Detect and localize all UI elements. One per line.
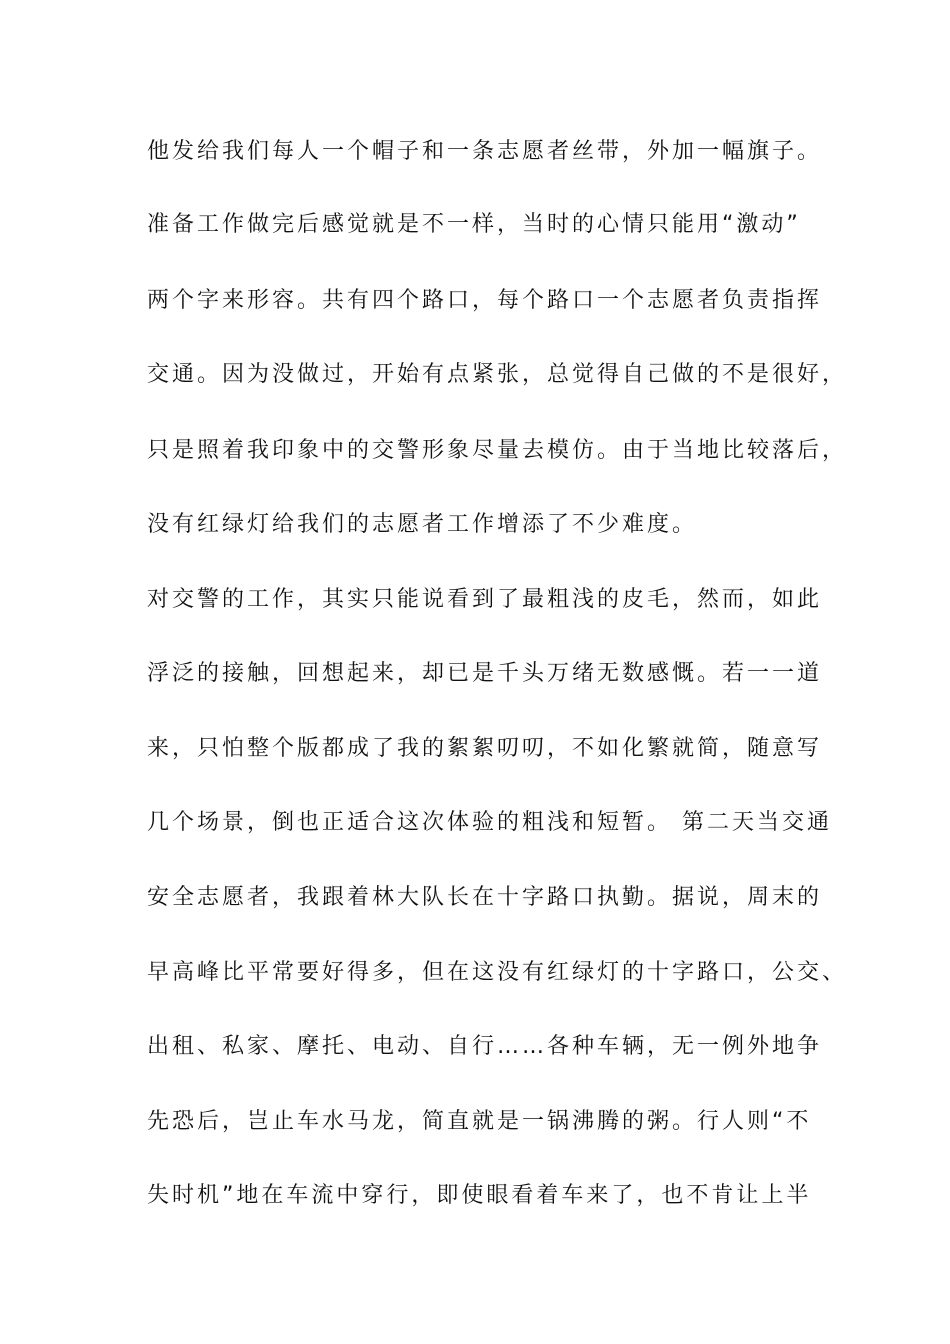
text-line: 没有红绿灯给我们的志愿者工作增添了不少难度。 bbox=[147, 512, 698, 537]
text-line: 准备工作做完后感觉就是不一样，当时的心情只能用“激动” bbox=[147, 212, 801, 237]
text-line: 只是照着我印象中的交警形象尽量去模仿。由于当地比较落后， bbox=[147, 438, 848, 463]
text-line: 安全志愿者，我跟着林大队长在十字路口执勤。据说，周末的 bbox=[147, 885, 823, 910]
text-line: 早高峰比平常要好得多，但在这没有红绿灯的十字路口，公交、 bbox=[147, 960, 848, 985]
text-line: 来，只怕整个版都成了我的絮絮叨叨，不如化繁就简，随意写 bbox=[147, 736, 823, 761]
text-line: 失时机”地在车流中穿行，即使眼看着车来了，也不肯让上半 bbox=[147, 1183, 812, 1208]
text-line: 交通。因为没做过，开始有点紧张，总觉得自己做的不是很好， bbox=[147, 362, 848, 387]
text-line: 几个场景，倒也正适合这次体验的粗浅和短暂。 第二天当交通 bbox=[147, 810, 832, 835]
text-line: 两个字来形容。共有四个路口，每个路口一个志愿者负责指挥 bbox=[147, 288, 823, 313]
text-line: 对交警的工作，其实只能说看到了最粗浅的皮毛，然而，如此 bbox=[147, 587, 823, 612]
text-line: 浮泛的接触，回想起来，却已是千头万绪无数感慨。若一一道 bbox=[147, 661, 823, 686]
text-line: 他发给我们每人一个帽子和一条志愿者丝带，外加一幅旗子。 bbox=[147, 139, 823, 164]
text-line: 先恐后，岂止车水马龙，简直就是一锅沸腾的粥。行人则“不 bbox=[147, 1109, 812, 1134]
text-line: 出租、私家、摩托、电动、自行……各种车辆，无一例外地争 bbox=[147, 1034, 823, 1059]
